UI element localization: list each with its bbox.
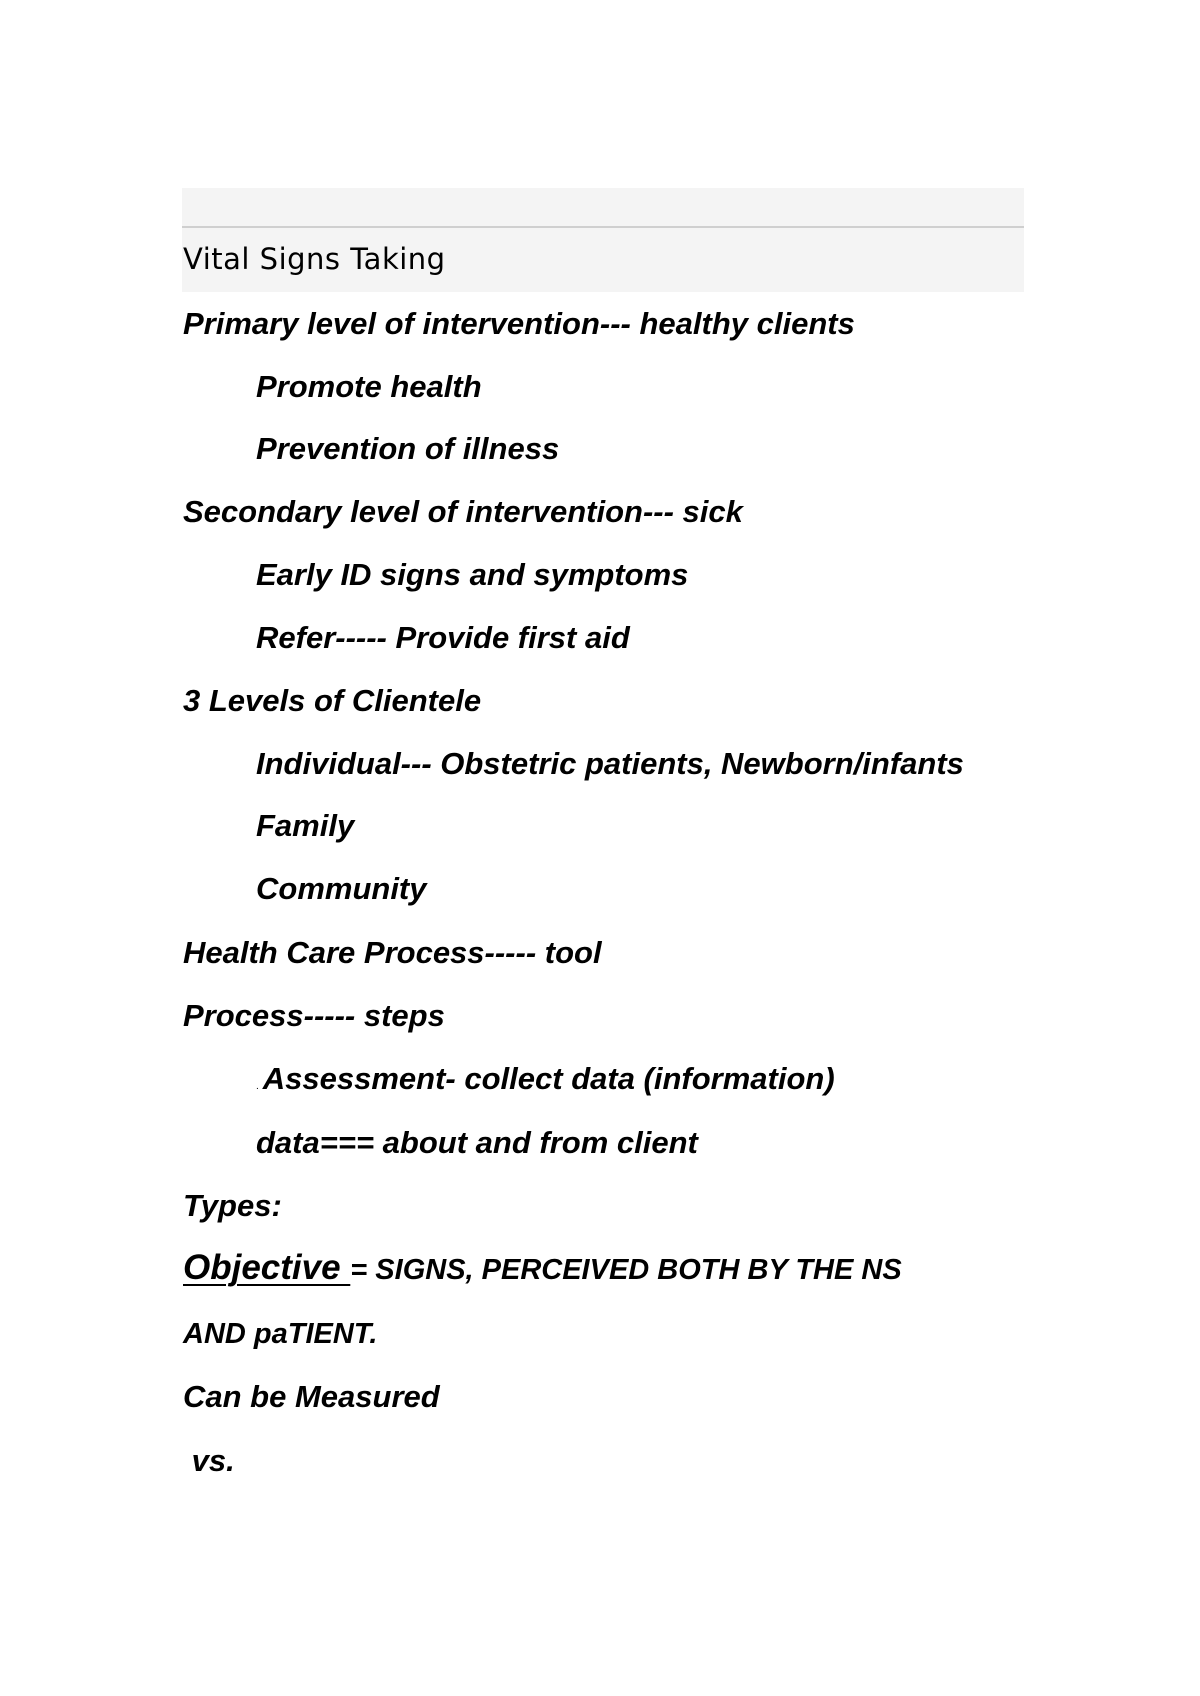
early-id-line: Early ID signs and symptoms <box>256 557 689 592</box>
primary-level-line: Primary level of intervention--- healthy clients <box>183 306 855 341</box>
community-line: Community <box>256 871 427 906</box>
types-line: Types: <box>183 1188 282 1223</box>
vs-line: vs. <box>183 1443 235 1478</box>
promote-health-line: Promote health <box>256 369 482 404</box>
health-care-process-line: Health Care Process----- tool <box>183 935 602 970</box>
assessment-bullet: . <box>256 1081 259 1092</box>
objective-definition: = SIGNS, PERCEIVED BOTH BY THE NS <box>350 1254 902 1286</box>
and-patient-line: AND paTIENT. <box>183 1318 378 1350</box>
document-title: Vital Signs Taking <box>183 242 446 276</box>
family-line: Family <box>256 808 355 843</box>
header-divider <box>182 226 1024 228</box>
prevention-line: Prevention of illness <box>256 431 560 466</box>
individual-line: Individual--- Obstetric patients, Newborn/infants <box>256 746 964 781</box>
process-steps-line: Process----- steps <box>183 998 445 1033</box>
header-band <box>182 188 1024 292</box>
refer-line: Refer----- Provide first aid <box>256 620 630 655</box>
three-levels-line: 3 Levels of Clientele <box>183 683 482 718</box>
assessment-line <box>256 1061 835 1105</box>
assessment-text: Assessment- collect data (information) <box>262 1061 835 1096</box>
data-line: data=== about and from client <box>256 1125 698 1160</box>
can-be-measured-line: Can be Measured <box>183 1379 440 1414</box>
objective-term: Objective <box>183 1248 351 1287</box>
objective-line <box>183 1250 902 1288</box>
secondary-level-line: Secondary level of intervention--- sick <box>183 494 743 529</box>
